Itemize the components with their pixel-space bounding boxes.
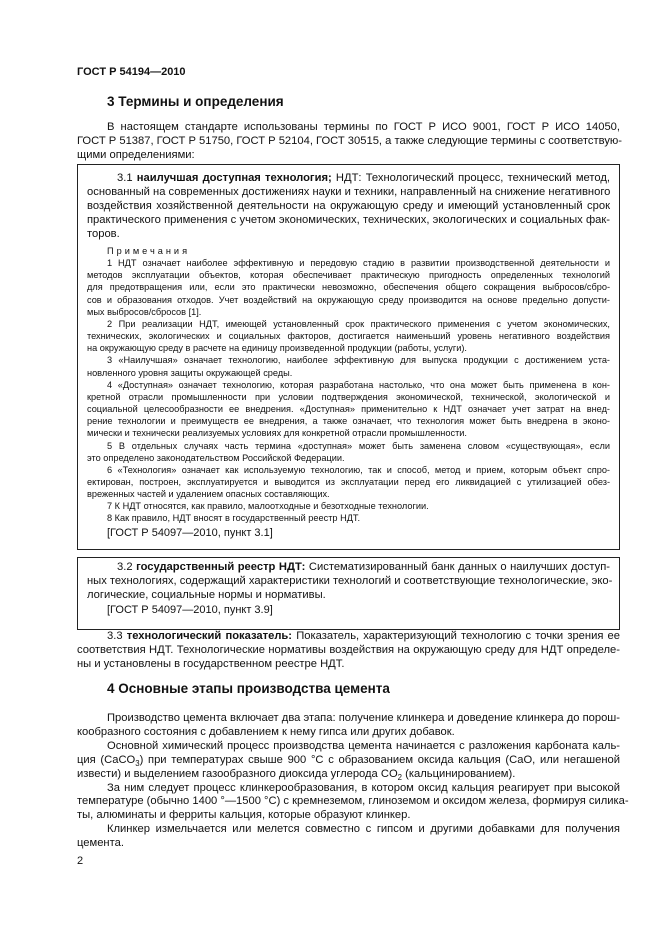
section-3-intro [77, 121, 623, 163]
section-4-heading: 4 Основные этапы производства цемента [107, 681, 390, 696]
text-line [87, 330, 610, 342]
text-line [87, 403, 610, 415]
text-run: 3 «Наилучшая» означает технологию, наиболее эффективную для выпуска продукции с достижением уста- [107, 355, 610, 366]
text-run: логические, социальные нормы и нормативы. [87, 588, 326, 601]
text-line [87, 257, 610, 269]
text-run: сов и образования отходов. Учет воздействий на окружающую среду производится на основе предельно допусти- [87, 294, 610, 305]
text-run: это определено законодательством Российской Федерации. [87, 452, 345, 463]
text-line [87, 367, 610, 379]
term-3-2-box [77, 557, 620, 630]
text-line [87, 354, 610, 366]
term-3-1-definition [87, 172, 610, 242]
text-line [77, 134, 623, 149]
document-header: ГОСТ Р 54194—2010 [77, 66, 186, 78]
text-line [87, 476, 610, 488]
text-line [87, 589, 610, 603]
note-item [87, 379, 610, 440]
text-run: ) при температурах свыше 900 °C с образованием оксида кальция (CaO, или негашеной [139, 753, 620, 766]
text-run: 1 НДТ означает наиболее эффективную и передовую стадию в развитии производственной деятельности и [107, 258, 610, 269]
text-run: ных технологиях, содержащий характеристики технологий и соответствующие технологические, эко- [87, 574, 613, 587]
text-run: мых выбросов/сбросов [1]. [87, 306, 202, 317]
text-line [87, 488, 610, 500]
text-run: социальной целесообразности ее внедрения. «Доступная» применительно к НДТ означает учет затрат на внед- [87, 404, 610, 415]
text-run: для предотвращения или, если это практически невозможно, обеспечения общего сокращения выбросов/сбро- [87, 282, 610, 293]
text-run: В настоящем стандарте использованы термины по ГОСТ Р ИСО 9001, ГОСТ Р ИСО 14050, [107, 121, 620, 133]
text-run: ны и установлены в государственном реестре НДТ. [77, 657, 345, 670]
text-run: цемента. [77, 837, 124, 850]
term-3-1-reference: [ГОСТ Р 54097—2010, пункт 3.1] [107, 527, 273, 539]
note-item [87, 257, 610, 318]
text-run: За ним следует процесс клинкерообразования, в котором оксид кальция реагирует при высокой [107, 781, 620, 794]
text-run: 8 Как правило, НДТ вносят в государственный реестр НДТ. [107, 513, 361, 524]
text-line [87, 415, 610, 427]
text-run: (кальцинированием). [402, 767, 516, 780]
text-run: Показатель, характеризующий технологию с точки зрения ее [292, 630, 620, 642]
page-number: 2 [77, 855, 84, 867]
text-run: мически и технически реализуемых условиях для конкретной отрасли промышленности. [87, 428, 467, 439]
notes-list [87, 257, 610, 524]
text-line [77, 644, 620, 658]
text-run: 6 «Технология» означает как используемую технологию, так и способ, метод и прием, которым объект спро- [107, 464, 610, 475]
text-line [77, 712, 620, 726]
text-line [87, 200, 610, 214]
text-line [87, 440, 610, 452]
note-item [87, 464, 610, 500]
text-line [87, 269, 610, 281]
text-run: Основной химический процесс производства цемента начинается с разложения карбоната каль- [107, 739, 620, 752]
text-run: торов. [87, 227, 120, 240]
text-line [87, 306, 610, 318]
text-line [87, 391, 610, 403]
text-line [87, 427, 610, 439]
text-line [77, 149, 620, 163]
text-line [87, 452, 610, 464]
term-name: государственный реестр НДТ: [136, 561, 306, 573]
text-line [87, 500, 610, 512]
text-line [87, 464, 610, 476]
section-4-body [77, 712, 629, 851]
text-run: 3.3 [107, 630, 127, 642]
text-run: Систематизированный банк данных о наилучших доступ- [305, 561, 610, 573]
note-item [87, 318, 610, 354]
text-line [77, 630, 620, 644]
text-line [77, 782, 620, 796]
note-item [87, 440, 610, 464]
term-name: технологический показатель: [126, 630, 293, 642]
term-3-2-definition [87, 561, 613, 603]
text-line [77, 121, 620, 135]
text-run: кообразного состояния с добавлением к нему гипса или других добавок. [77, 725, 455, 738]
term-3-2-reference: [ГОСТ Р 54097—2010, пункт 3.9] [107, 604, 273, 616]
text-run: рение технологии и преимуществ ее внедрения, а также означает, что технология может быть внедрена в эконо- [87, 416, 610, 427]
text-line [87, 574, 613, 589]
text-run: 3.1 [117, 172, 137, 184]
text-line [87, 294, 610, 306]
note-item [87, 354, 610, 378]
paragraph [77, 740, 620, 782]
note-item [87, 500, 610, 512]
text-run: воздействия хозяйственной деятельности на окружающую среду и имеющий установленный срок [87, 199, 610, 212]
term-3-1-box [77, 164, 620, 550]
text-line [77, 658, 620, 672]
text-line [87, 281, 610, 293]
notes-block [87, 245, 610, 525]
text-run: 7 К НДТ относятся, как правило, малоотходные и безотходные технологии. [107, 501, 429, 512]
text-run: технических, экологических и социальных факторов, достигается наименьший уровень негативного воздействия [87, 331, 610, 342]
text-run: методов эксплуатации объектов, которая обеспечивает практическую пригодность определенных технологий [87, 270, 610, 281]
text-run: ты, алюминаты и ферриты кальция, которые образуют клинкер. [77, 809, 411, 822]
text-run: НДТ: Технологический процесс, технический метод, [331, 172, 611, 184]
text-run: температуре (обычно 1400 °—1500 °C) с кремнеземом, глиноземом и оксидом железа, формируя силика- [77, 795, 629, 808]
text-run: основанный на современных достижениях науки и техники, направленный на снижение негативного [87, 185, 611, 198]
paragraph [77, 712, 620, 740]
paragraph [77, 823, 620, 851]
text-run: практического применения с учетом экономических, технических, экологических и социальных фак- [87, 213, 610, 226]
text-line [77, 837, 620, 851]
text-run: кретной отрасли промышленности при условии подтверждения экономической, технической, экологической и [87, 391, 610, 402]
note-item [87, 512, 610, 524]
text-line [87, 186, 610, 200]
text-run: соответствия НДТ. Технологические нормативы воздействия на окружающую среду для НДТ определе- [77, 643, 620, 656]
text-line [77, 754, 620, 768]
text-line [87, 172, 610, 186]
text-run: ГОСТ Р 51387, ГОСТ Р 51750, ГОСТ Р 52104, ГОСТ 30515, а также следующие термины с соответствую- [77, 134, 623, 147]
text-line [87, 318, 610, 330]
text-line [87, 228, 610, 242]
text-run: Производство цемента включает два этапа: получение клинкера и доведение клинкера до порош- [107, 712, 620, 724]
section-3-heading: 3 Термины и определения [107, 94, 284, 109]
subscript: 2 [397, 772, 403, 782]
text-line [77, 809, 620, 823]
text-run: 5 В отдельных случаях часть термина «доступная» может быть заменена словом «существующая», если [107, 440, 610, 451]
text-line [87, 214, 610, 228]
subscript: 3 [135, 758, 140, 768]
text-run: 4 «Доступная» означает технологию, которая разработана настолько, что она может быть применена в кон- [107, 379, 610, 390]
text-run: 2 При реализации НДТ, имеющей установленный срок практического применения с учетом экономических, [107, 318, 610, 329]
text-line [87, 342, 610, 354]
notes-title: Примечания [107, 246, 191, 256]
text-run: извести) и выделением газообразного диоксида углерода CO [77, 767, 398, 780]
text-run: на окружающую среду в расчете на единицу произведенной продукции (работы, услуги). [87, 343, 467, 354]
text-run: Клинкер измельчается или мелется совместно с гипсом и другими добавками для получения [107, 823, 620, 836]
paragraph [77, 781, 629, 824]
term-name: наилучшая доступная технология; [136, 172, 332, 184]
text-run: новленного уровня защиты окружающей среды. [87, 367, 293, 378]
text-line [77, 740, 620, 754]
text-line [87, 379, 610, 391]
text-line [87, 512, 610, 524]
text-line [87, 561, 610, 575]
text-line [77, 768, 620, 782]
term-3-3-definition [77, 630, 620, 672]
text-run: вреженных частей и удалением опасных составляющих. [87, 489, 330, 500]
text-run: 3.2 [117, 561, 137, 573]
text-line [77, 726, 620, 740]
text-run: ектирован, построен, эксплуатируется и выводится из эксплуатации перед его ликвидацией с утилизацией обез- [87, 476, 610, 487]
text-run: щими определениями: [77, 148, 195, 161]
text-run: ция (CaCO [77, 753, 136, 766]
text-line [77, 823, 620, 837]
text-line [77, 795, 629, 809]
